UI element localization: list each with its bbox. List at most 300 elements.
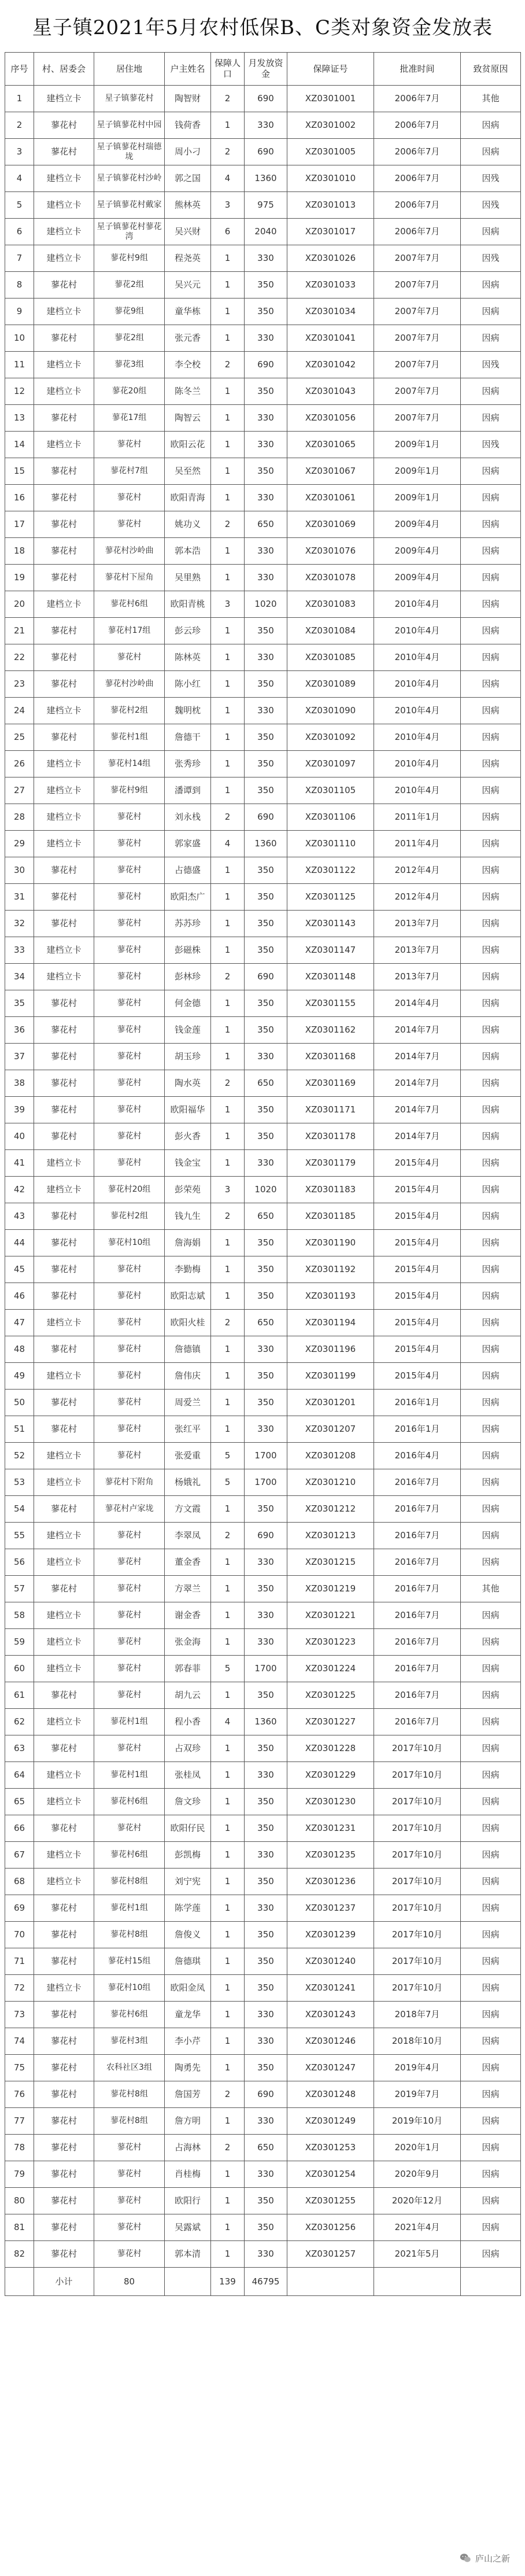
cell-householder-name: 欧阳青海: [165, 485, 211, 511]
cell-householder-name: 占双珍: [165, 1735, 211, 1762]
cell-village: 建档立卡: [34, 165, 94, 192]
table-row: [5, 937, 521, 964]
cell-approval-date: 2016年7月: [374, 1496, 461, 1523]
cell-row-number: 29: [5, 831, 34, 857]
cell-village: 建档立卡: [34, 1363, 94, 1390]
cell-monthly-amount: 350: [245, 911, 287, 937]
cell-village: 蓼花村: [34, 1948, 94, 1975]
cell-members: 1: [211, 1230, 245, 1256]
cell-village: 蓼花村: [34, 644, 94, 671]
cell-poverty-cause: 因病: [461, 1523, 521, 1549]
cell-householder-name: 郭之国: [165, 165, 211, 192]
cell-village: 蓼花村: [34, 1017, 94, 1044]
cell-monthly-amount: 350: [245, 378, 287, 405]
cell-monthly-amount: 350: [245, 1948, 287, 1975]
cell-poverty-cause: 因病: [461, 990, 521, 1017]
cell-poverty-cause: 因病: [461, 698, 521, 724]
table-row: [5, 1842, 521, 1869]
cell-monthly-amount: 1360: [245, 1709, 287, 1735]
cell-address: 蓼花村: [94, 1044, 165, 1070]
cell-certificate-number: XZ0301041: [287, 325, 374, 352]
cell-monthly-amount: 690: [245, 86, 287, 112]
cell-members: 3: [211, 192, 245, 219]
cell-approval-date: 2014年7月: [374, 1123, 461, 1150]
cell-members: 1: [211, 2241, 245, 2268]
table-row: [5, 1762, 521, 1789]
cell-village: 建档立卡: [34, 1629, 94, 1656]
cell-monthly-amount: 330: [245, 2108, 287, 2135]
cell-row-number: 3: [5, 139, 34, 165]
cell-certificate-number: XZ0301002: [287, 112, 374, 139]
cell-address: 蓼花村下屋角: [94, 565, 165, 591]
table-row: [5, 751, 521, 777]
cell-householder-name: 陶勇先: [165, 2055, 211, 2081]
cell-village: 建档立卡: [34, 352, 94, 378]
cell-address: 蓼花村: [94, 511, 165, 538]
cell-householder-name: 钱金莲: [165, 1017, 211, 1044]
cell-members: 1: [211, 698, 245, 724]
cell-poverty-cause: 因病: [461, 511, 521, 538]
cell-certificate-number: XZ0301192: [287, 1256, 374, 1283]
cell-householder-name: 陶智财: [165, 86, 211, 112]
table-row: [5, 777, 521, 804]
cell-row-number: 15: [5, 458, 34, 485]
cell-poverty-cause: 因病: [461, 724, 521, 751]
cell-certificate-number: XZ0301083: [287, 591, 374, 618]
cell-row-number: 33: [5, 937, 34, 964]
cell-approval-date: 2009年1月: [374, 458, 461, 485]
cell-approval-date: 2017年10月: [374, 1789, 461, 1815]
cell-address: 蓼花村6组: [94, 1842, 165, 1869]
cell-monthly-amount: 690: [245, 964, 287, 990]
table-row: [5, 1789, 521, 1815]
cell-householder-name: 肖桂梅: [165, 2161, 211, 2188]
cell-approval-date: 2016年7月: [374, 1629, 461, 1656]
cell-approval-date: 2018年7月: [374, 2002, 461, 2028]
cell-approval-date: 2019年4月: [374, 2055, 461, 2081]
table-row: [5, 1443, 521, 1469]
column-header: 致贫原因: [461, 53, 521, 86]
cell-poverty-cause: 因病: [461, 538, 521, 565]
cell-monthly-amount: 350: [245, 724, 287, 751]
cell-address: 星子镇蓼花村: [94, 86, 165, 112]
cell-certificate-number: XZ0301255: [287, 2188, 374, 2214]
cell-row-number: 56: [5, 1549, 34, 1576]
table-row: [5, 1283, 521, 1310]
cell-poverty-cause: 因病: [461, 378, 521, 405]
cell-certificate-number: XZ0301061: [287, 485, 374, 511]
table-row: [5, 1629, 521, 1656]
cell-address: 星子镇蓼花村瑞德垅: [94, 139, 165, 165]
cell-row-number: 46: [5, 1283, 34, 1310]
cell-certificate-number: XZ0301067: [287, 458, 374, 485]
cell-certificate-number: XZ0301085: [287, 644, 374, 671]
cell-village: 蓼花村: [34, 1815, 94, 1842]
cell-row-number: 28: [5, 804, 34, 831]
table-row: [5, 1709, 521, 1735]
cell-poverty-cause: 因残: [461, 165, 521, 192]
cell-householder-name: 程小香: [165, 1709, 211, 1735]
cell-monthly-amount: 330: [245, 245, 287, 272]
cell-monthly-amount: 1700: [245, 1469, 287, 1496]
cell-householder-name: 詹海娟: [165, 1230, 211, 1256]
column-header: 批准时间: [374, 53, 461, 86]
cell-householder-name: 彭云珍: [165, 618, 211, 644]
cell-row-number: 40: [5, 1123, 34, 1150]
cell-address: 蓼花村10组: [94, 1230, 165, 1256]
cell-certificate-number: XZ0301178: [287, 1123, 374, 1150]
cell-approval-date: 2016年7月: [374, 1576, 461, 1602]
cell-householder-name: 杨娥礼: [165, 1469, 211, 1496]
cell-monthly-amount: 975: [245, 192, 287, 219]
cell-certificate-number: XZ0301215: [287, 1549, 374, 1576]
cell-monthly-amount: 650: [245, 1310, 287, 1336]
cell-poverty-cause: 因病: [461, 1203, 521, 1230]
cell-certificate-number: XZ0301254: [287, 2161, 374, 2188]
cell-poverty-cause: 因病: [461, 1762, 521, 1789]
cell-approval-date: 2014年4月: [374, 990, 461, 1017]
table-row: [5, 964, 521, 990]
cell-certificate-number: XZ0301026: [287, 245, 374, 272]
cell-certificate-number: XZ0301183: [287, 1177, 374, 1203]
cell-householder-name: 郭本浩: [165, 538, 211, 565]
cell-approval-date: 2009年4月: [374, 511, 461, 538]
cell-address: 蓼花村9组: [94, 777, 165, 804]
cell-village: 建档立卡: [34, 1869, 94, 1895]
cell-village: 蓼花村: [34, 1283, 94, 1310]
cell-village: 建档立卡: [34, 1789, 94, 1815]
table-row: [5, 724, 521, 751]
cell-certificate-number: XZ0301249: [287, 2108, 374, 2135]
cell-row-number: 5: [5, 192, 34, 219]
table-row: [5, 2241, 521, 2268]
table-row: [5, 804, 521, 831]
cell-row-number: 44: [5, 1230, 34, 1256]
cell-poverty-cause: 因病: [461, 2161, 521, 2188]
cell-householder-name: 张秀珍: [165, 751, 211, 777]
cell-certificate-number: XZ0301213: [287, 1523, 374, 1549]
cell-row-number: 60: [5, 1656, 34, 1682]
cell-monthly-amount: 690: [245, 1523, 287, 1549]
cell-members: 2: [211, 511, 245, 538]
cell-householder-name: 熊林英: [165, 192, 211, 219]
cell-approval-date: 2010年4月: [374, 671, 461, 698]
cell-row-number: 7: [5, 245, 34, 272]
cell-monthly-amount: 350: [245, 1789, 287, 1815]
cell-members: 2: [211, 1310, 245, 1336]
cell-members: 1: [211, 1815, 245, 1842]
wechat-icon: [459, 2552, 472, 2564]
cell-certificate-number: XZ0301171: [287, 1097, 374, 1123]
table-row: [5, 1602, 521, 1629]
cell-village: 蓼花村: [34, 2188, 94, 2214]
cell-poverty-cause: 因病: [461, 1443, 521, 1469]
cell-village: 建档立卡: [34, 1602, 94, 1629]
cell-approval-date: 2007年7月: [374, 298, 461, 325]
table-row: [5, 1948, 521, 1975]
column-header: 保障证号: [287, 53, 374, 86]
cell-certificate-number: XZ0301225: [287, 1682, 374, 1709]
table-row: [5, 1390, 521, 1416]
cell-poverty-cause: 因病: [461, 1789, 521, 1815]
cell-address: 蓼花村: [94, 1017, 165, 1044]
cell-approval-date: 2007年7月: [374, 272, 461, 298]
table-row: [5, 2055, 521, 2081]
cell-address: 蓼花3组: [94, 352, 165, 378]
cell-members: 1: [211, 1922, 245, 1948]
cell-certificate-number: XZ0301221: [287, 1602, 374, 1629]
cell-householder-name: 刘永栈: [165, 804, 211, 831]
table-row: [5, 458, 521, 485]
cell-certificate-number: XZ0301201: [287, 1390, 374, 1416]
cell-row-number: 54: [5, 1496, 34, 1523]
cell-members: 1: [211, 1123, 245, 1150]
cell-village: 建档立卡: [34, 1549, 94, 1576]
table-row: [5, 538, 521, 565]
cell-row-number: 32: [5, 911, 34, 937]
cell-householder-name: 张元香: [165, 325, 211, 352]
cell-certificate-number: XZ0301065: [287, 432, 374, 458]
cell-address: 蓼花村: [94, 485, 165, 511]
cell-members: 1: [211, 644, 245, 671]
cell-members: 1: [211, 937, 245, 964]
cell-householder-name: 郭本清: [165, 2241, 211, 2268]
cell-approval-date: 2020年1月: [374, 2135, 461, 2161]
table-row: [5, 86, 521, 112]
cell-row-number: 52: [5, 1443, 34, 1469]
cell-row-number: 71: [5, 1948, 34, 1975]
cell-certificate-number: XZ0301001: [287, 86, 374, 112]
cell-members: 1: [211, 2161, 245, 2188]
cell-approval-date: 2013年7月: [374, 937, 461, 964]
cell-address: 蓼花村8组: [94, 1869, 165, 1895]
cell-row-number: 70: [5, 1922, 34, 1948]
cell-address: 蓼花9组: [94, 298, 165, 325]
table-row: [5, 1044, 521, 1070]
cell-householder-name: 陶智云: [165, 405, 211, 432]
table-row: [5, 2214, 521, 2241]
cell-village: 蓼花村: [34, 538, 94, 565]
cell-monthly-amount: 690: [245, 139, 287, 165]
cell-householder-name: 欧阳云花: [165, 432, 211, 458]
cell-row-number: 34: [5, 964, 34, 990]
table-row: [5, 1682, 521, 1709]
cell-approval-date: 2015年4月: [374, 1230, 461, 1256]
cell-certificate-number: XZ0301033: [287, 272, 374, 298]
cell-householder-name: 占海林: [165, 2135, 211, 2161]
cell-address: 蓼花村: [94, 2188, 165, 2214]
table-row: [5, 698, 521, 724]
cell-householder-name: 欧阳行: [165, 2188, 211, 2214]
cell-poverty-cause: 因病: [461, 1044, 521, 1070]
cell-members: 2: [211, 804, 245, 831]
cell-row-number: 31: [5, 884, 34, 911]
cell-row-number: 41: [5, 1150, 34, 1177]
cell-householder-name: 魏明枕: [165, 698, 211, 724]
cell-poverty-cause: 因病: [461, 1682, 521, 1709]
cell-village: 蓼花村: [34, 2108, 94, 2135]
table-row: [5, 485, 521, 511]
cell-address: 蓼花村: [94, 964, 165, 990]
cell-certificate-number: XZ0301143: [287, 911, 374, 937]
cell-monthly-amount: 350: [245, 990, 287, 1017]
cell-approval-date: 2010年4月: [374, 777, 461, 804]
cell-members: 1: [211, 751, 245, 777]
cell-address: 蓼花20组: [94, 378, 165, 405]
cell-approval-date: 2016年7月: [374, 1523, 461, 1549]
cell-village: 建档立卡: [34, 804, 94, 831]
cell-monthly-amount: 330: [245, 2002, 287, 2028]
cell-monthly-amount: 330: [245, 565, 287, 591]
cell-poverty-cause: 因病: [461, 1975, 521, 2002]
table-row: [5, 405, 521, 432]
cell-poverty-cause: 因病: [461, 1948, 521, 1975]
cell-householder-name: 陶水英: [165, 1070, 211, 1097]
cell-poverty-cause: 因病: [461, 1922, 521, 1948]
cell-approval-date: 2010年4月: [374, 751, 461, 777]
cell-certificate-number: XZ0301239: [287, 1922, 374, 1948]
cell-householder-name: 方翠兰: [165, 1576, 211, 1602]
cell-address: 蓼花村: [94, 1682, 165, 1709]
table-row: [5, 990, 521, 1017]
cell-poverty-cause: 因病: [461, 911, 521, 937]
cell-members: 1: [211, 1735, 245, 1762]
cell-certificate-number: XZ0301257: [287, 2241, 374, 2268]
cell-row-number: 76: [5, 2081, 34, 2108]
cell-householder-name: 董金香: [165, 1549, 211, 1576]
cell-certificate-number: XZ0301256: [287, 2214, 374, 2241]
cell-village: 蓼花村: [34, 565, 94, 591]
cell-householder-name: 童华栋: [165, 298, 211, 325]
cell-householder-name: 欧阳金凤: [165, 1975, 211, 2002]
cell-members: 1: [211, 272, 245, 298]
cell-members: 2: [211, 964, 245, 990]
cell-members: 2: [211, 86, 245, 112]
cell-householder-name: 吴兴元: [165, 272, 211, 298]
cell-poverty-cause: 因残: [461, 432, 521, 458]
cell-poverty-cause: 因病: [461, 1416, 521, 1443]
cell-row-number: 23: [5, 671, 34, 698]
cell-poverty-cause: 因病: [461, 671, 521, 698]
cell-row-number: 57: [5, 1576, 34, 1602]
cell-village: 蓼花村: [34, 857, 94, 884]
cell-village: 蓼花村: [34, 1496, 94, 1523]
cell-certificate-number: XZ0301237: [287, 1895, 374, 1922]
cell-members: 1: [211, 112, 245, 139]
cell-householder-name: 李小芹: [165, 2028, 211, 2055]
watermark-text: 庐山之新: [475, 2553, 510, 2564]
table-row: [5, 1097, 521, 1123]
cell-address: 蓼花村卢家垅: [94, 1496, 165, 1523]
cell-address: 蓼花村: [94, 1363, 165, 1390]
cell-householder-name: 张桂凤: [165, 1762, 211, 1789]
cell-village: 蓼花村: [34, 1735, 94, 1762]
cell-row-number: 55: [5, 1523, 34, 1549]
cell-householder-name: 陈学莲: [165, 1895, 211, 1922]
cell-members: 1: [211, 1283, 245, 1310]
table-row: [5, 857, 521, 884]
cell-householder-name: 周小刁: [165, 139, 211, 165]
cell-row-number: 12: [5, 378, 34, 405]
cell-village: 蓼花村: [34, 2081, 94, 2108]
cell-row-number: 67: [5, 1842, 34, 1869]
table-row: [5, 1123, 521, 1150]
column-header: 保障人口: [211, 53, 245, 86]
cell-row-number: 45: [5, 1256, 34, 1283]
table-row: [5, 192, 521, 219]
cell-members: 3: [211, 1177, 245, 1203]
cell-approval-date: 2017年10月: [374, 1869, 461, 1895]
cell-address: 蓼花村10组: [94, 1975, 165, 2002]
table-row: [5, 1922, 521, 1948]
cell-row-number: 17: [5, 511, 34, 538]
cell-members: 1: [211, 1097, 245, 1123]
cell-poverty-cause: 其他: [461, 86, 521, 112]
cell-address: 蓼花村: [94, 1390, 165, 1416]
cell-monthly-amount: 1360: [245, 831, 287, 857]
cell-certificate-number: XZ0301241: [287, 1975, 374, 2002]
cell-certificate-number: XZ0301224: [287, 1656, 374, 1682]
cell-householder-name: 陈小红: [165, 671, 211, 698]
table-row: [5, 831, 521, 857]
cell-approval-date: 2011年1月: [374, 804, 461, 831]
cell-approval-date: 2010年4月: [374, 644, 461, 671]
cell-village: 建档立卡: [34, 298, 94, 325]
cell-poverty-cause: 因病: [461, 1895, 521, 1922]
cell-row-number: 65: [5, 1789, 34, 1815]
cell-row-number: 8: [5, 272, 34, 298]
cell-members: 1: [211, 1416, 245, 1443]
cell-householder-name: 张爱重: [165, 1443, 211, 1469]
cell-certificate-number: XZ0301227: [287, 1709, 374, 1735]
cell-poverty-cause: 因残: [461, 245, 521, 272]
table-row: [5, 1735, 521, 1762]
cell-monthly-amount: 330: [245, 485, 287, 511]
cell-poverty-cause: 因病: [461, 1549, 521, 1576]
cell-householder-name: 童龙华: [165, 2002, 211, 2028]
subtotal-cell-empty: [165, 2268, 211, 2296]
cell-village: 蓼花村: [34, 1230, 94, 1256]
cell-row-number: 19: [5, 565, 34, 591]
cell-address: 蓼花村: [94, 2135, 165, 2161]
cell-monthly-amount: 350: [245, 1496, 287, 1523]
cell-approval-date: 2016年7月: [374, 1469, 461, 1496]
cell-certificate-number: XZ0301125: [287, 884, 374, 911]
cell-certificate-number: XZ0301243: [287, 2002, 374, 2028]
cell-members: 1: [211, 405, 245, 432]
cell-certificate-number: XZ0301212: [287, 1496, 374, 1523]
cell-approval-date: 2017年10月: [374, 1735, 461, 1762]
cell-address: 星子镇蓼花村蓼花湾: [94, 219, 165, 245]
cell-householder-name: 何金德: [165, 990, 211, 1017]
cell-certificate-number: XZ0301207: [287, 1416, 374, 1443]
cell-poverty-cause: 其他: [461, 1576, 521, 1602]
cell-monthly-amount: 330: [245, 432, 287, 458]
cell-certificate-number: XZ0301185: [287, 1203, 374, 1230]
cell-address: 蓼花村9组: [94, 245, 165, 272]
cell-village: 蓼花村: [34, 1070, 94, 1097]
cell-approval-date: 2006年7月: [374, 139, 461, 165]
cell-row-number: 2: [5, 112, 34, 139]
cell-householder-name: 姚功义: [165, 511, 211, 538]
cell-members: 1: [211, 1496, 245, 1523]
cell-village: 蓼花村: [34, 2002, 94, 2028]
cell-village: 蓼花村: [34, 911, 94, 937]
cell-village: 建档立卡: [34, 86, 94, 112]
cell-certificate-number: XZ0301253: [287, 2135, 374, 2161]
cell-address: 蓼花村: [94, 1735, 165, 1762]
cell-address: 蓼花2组: [94, 325, 165, 352]
